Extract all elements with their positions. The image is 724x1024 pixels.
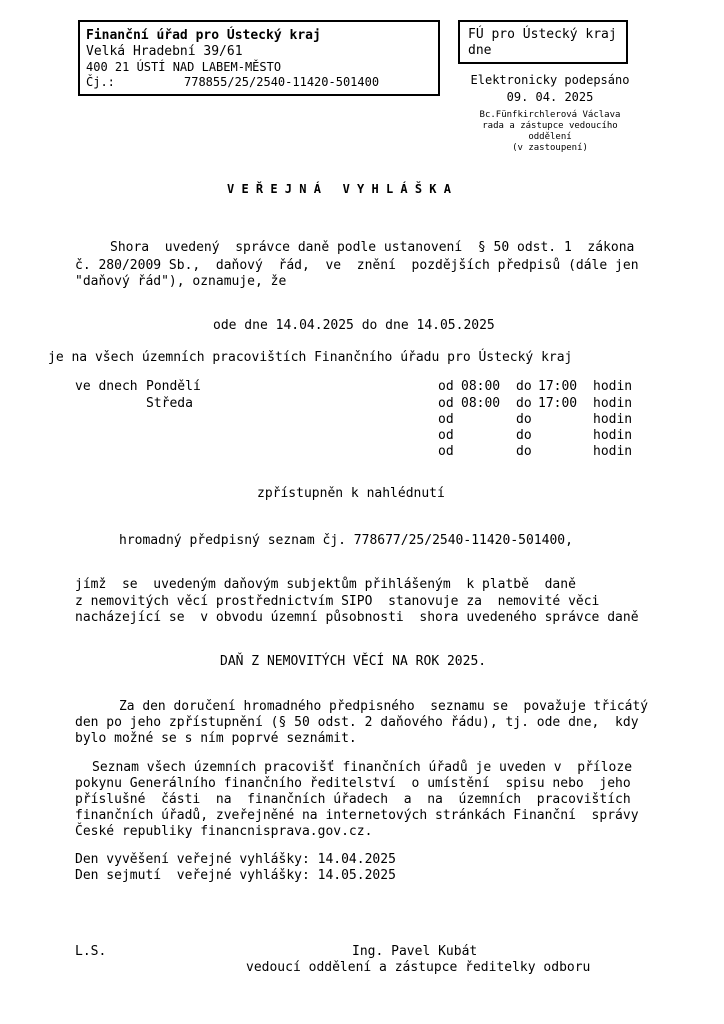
- offices-line-2: pokynu Generálního finančního ředitelství o umístění spisu nebo jeho: [75, 776, 631, 791]
- schedule-od: od: [438, 428, 454, 443]
- schedule-od: od: [438, 396, 454, 411]
- schedule-to: 17:00: [538, 379, 578, 394]
- schedule-row: [0, 396, 724, 411]
- signer-name: Ing. Pavel Kubát: [352, 944, 478, 959]
- offices-line-5: České republiky financnisprava.gov.cz.: [75, 824, 373, 839]
- offices-line-4: finančních úřadů, zveřejněné na internetových stránkách Finanční správy: [75, 808, 639, 823]
- schedule-do: do: [516, 428, 532, 443]
- signature-name: Bc.Fünfkirchlerová Václava: [479, 110, 621, 120]
- signature-date: 09. 04. 2025: [506, 90, 594, 104]
- subject-line-3: nacházející se v obvodu územní působnosti shora uvedeného správce daně: [75, 610, 639, 625]
- delivery-line-2: den po jeho zpřístupnění (§ 50 odst. 2 daňového řádu), tj. ode dne, kdy: [75, 715, 639, 730]
- intro-line-2: č. 280/2009 Sb., daňový řád, ve znění pozdějších předpisů (dále jen: [75, 258, 639, 273]
- signer-role: vedoucí oddělení a zástupce ředitelky odboru: [246, 960, 591, 975]
- offices-line-1: Seznam všech územních pracovišť finančních úřadů je uveden v příloze: [92, 760, 633, 775]
- subject-line-1: jímž se uvedeným daňovým subjektům přihlášeným k platbě daně: [75, 577, 576, 592]
- schedule-day: Středa: [146, 396, 193, 411]
- schedule-od: od: [438, 379, 454, 394]
- page-title: V E Ř E J N Á V Y H L Á Š K A: [227, 182, 451, 196]
- schedule-row: [0, 412, 724, 427]
- stamp-date-label: dne: [468, 43, 492, 58]
- removed-date: Den sejmutí veřejné vyhlášky: 14.05.2025: [75, 868, 396, 883]
- schedule-prefix: ve dnech: [75, 379, 138, 394]
- schedule-do: do: [516, 379, 532, 394]
- stamp-office: FÚ pro Ústecký kraj: [468, 27, 617, 42]
- schedule-unit: hodin: [593, 396, 633, 411]
- schedule-from: 08:00: [461, 379, 501, 394]
- schedule-from: 08:00: [461, 396, 501, 411]
- signature-role: rada a zástupce vedoucího: [482, 121, 618, 131]
- schedule-do: do: [516, 412, 532, 427]
- signature-substitute: (v zastoupení): [512, 143, 588, 153]
- list-reference: hromadný předpisný seznam čj. 778677/25/2540-11420-501400,: [119, 533, 573, 548]
- intro-line-3: "daňový řád"), oznamuje, že: [75, 274, 287, 289]
- schedule-od: od: [438, 412, 454, 427]
- signature-label: Elektronicky podepsáno: [470, 73, 630, 87]
- schedule-unit: hodin: [593, 412, 633, 427]
- accessible-note: zpřístupněn k nahlédnutí: [257, 486, 445, 501]
- schedule-unit: hodin: [593, 444, 633, 459]
- locations: je na všech územních pracovištích Finančního úřadu pro Ústecký kraj: [48, 350, 573, 365]
- schedule-row: [0, 379, 724, 394]
- delivery-line-1: Za den doručení hromadného předpisného seznamu se považuje třicátý: [119, 699, 649, 714]
- schedule-do: do: [516, 396, 532, 411]
- schedule-row: [0, 428, 724, 443]
- subject-line-2: z nemovitých věcí prostřednictvím SIPO stanovuje za nemovité věci: [75, 594, 600, 609]
- delivery-line-3: bylo možné se s ním poprvé seznámit.: [75, 731, 357, 746]
- schedule-unit: hodin: [593, 379, 633, 394]
- offices-line-3: příslušné části na finančních úřadech a na územních pracovištích: [75, 792, 631, 807]
- seal-mark: L.S.: [75, 944, 107, 959]
- intro-line-1: Shora uvedený správce daně podle ustanovení § 50 odst. 1 zákona: [110, 240, 635, 255]
- posted-date: Den vyvěšení veřejné vyhlášky: 14.04.2025: [75, 852, 396, 867]
- schedule-to: 17:00: [538, 396, 578, 411]
- schedule-row: [0, 444, 724, 459]
- signature-role-dept: oddělení: [528, 132, 572, 142]
- tax-title: DAŇ Z NEMOVITÝCH VĚCÍ NA ROK 2025.: [220, 654, 487, 669]
- schedule-unit: hodin: [593, 428, 633, 443]
- schedule-do: do: [516, 444, 532, 459]
- schedule-od: od: [438, 444, 454, 459]
- office-street: Velká Hradební 39/61: [86, 44, 243, 59]
- office-city: 400 21 ÚSTÍ NAD LABEM-MĚSTO: [86, 60, 282, 74]
- office-name: Finanční úřad pro Ústecký kraj: [86, 28, 321, 43]
- period: ode dne 14.04.2025 do dne 14.05.2025: [213, 318, 495, 333]
- schedule-day: Pondělí: [146, 379, 201, 394]
- reference-label: Čj.:: [86, 75, 115, 89]
- reference-number: 778855/25/2540-11420-501400: [184, 75, 380, 89]
